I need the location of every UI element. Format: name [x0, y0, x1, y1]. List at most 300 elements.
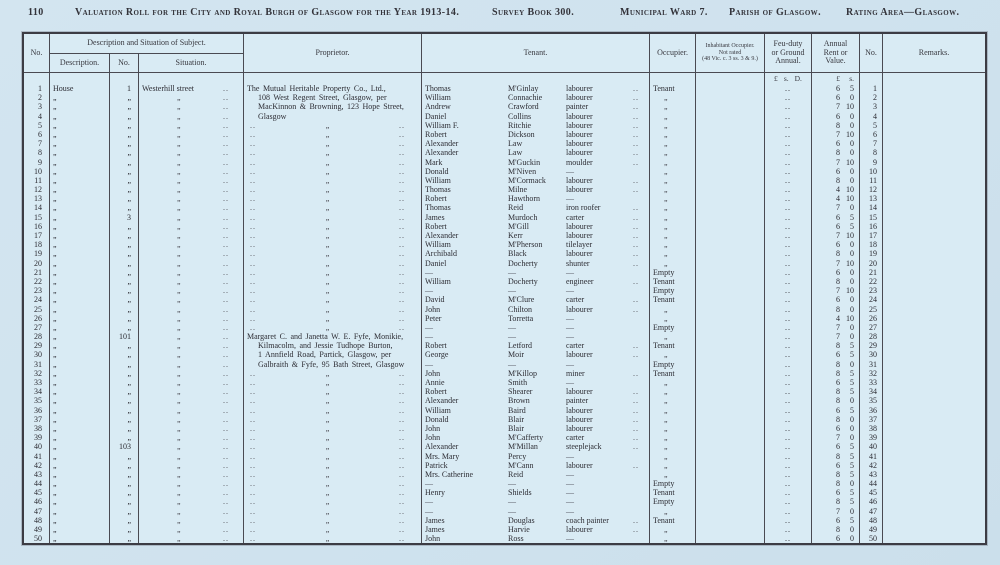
tenant-cell: [422, 461, 650, 470]
feu-duty-value: ..: [765, 332, 812, 341]
situation-value: „: [177, 515, 181, 525]
leader-dots: ..: [223, 451, 229, 461]
tenant-cell: [422, 176, 650, 185]
inhabitant-occupier-cell: [696, 507, 765, 516]
proprietor-cell: [244, 249, 422, 258]
leader-dots: ..: [250, 414, 256, 424]
rent-pounds: 7: [836, 203, 840, 213]
tenant-forename: William: [425, 93, 451, 103]
occupier-cell: [650, 277, 696, 286]
occupier-cell: [650, 240, 696, 249]
entry-number-right: 29: [860, 341, 883, 350]
inhabitant-occupier-cell: [696, 479, 765, 488]
rent-shillings: 5: [850, 405, 854, 415]
rent-pounds: 8: [836, 414, 840, 424]
occupier-cell: [650, 185, 696, 194]
situation-value: „: [177, 451, 181, 461]
situation-value: „: [177, 479, 181, 489]
tenant-occupation: —: [566, 359, 574, 369]
header-rent-line1: Annual: [823, 39, 848, 49]
rent-shillings: 0: [850, 534, 854, 544]
leader-dots: ..: [223, 148, 229, 158]
occupier-value: „: [664, 387, 668, 397]
leader-dots: ..: [250, 515, 256, 525]
inhabitant-occupier-cell: [696, 295, 765, 304]
situation-cell: [139, 442, 244, 451]
entry-number: 18: [24, 240, 50, 249]
annual-rent-cell: [812, 341, 860, 350]
rent-shillings: 0: [850, 322, 854, 332]
occupier-value: „: [664, 139, 668, 149]
situation-cell: [139, 148, 244, 157]
street-number-value: „: [110, 222, 139, 231]
street-number-value: „: [110, 387, 139, 396]
occupier-value: „: [664, 148, 668, 158]
tenant-forename: John: [425, 423, 441, 433]
leader-dots: ..: [633, 249, 639, 259]
tenant-cell: [422, 259, 650, 268]
situation-value: „: [177, 166, 181, 176]
description-value: „: [50, 387, 110, 396]
annual-rent-cell: [812, 507, 860, 516]
description-value: „: [50, 470, 110, 479]
proprietor-ditto: „: [325, 258, 330, 268]
feu-duty-value: ..: [765, 93, 812, 102]
tenant-surname: Law: [508, 139, 523, 149]
remarks-cell: [883, 323, 985, 332]
leader-dots: ..: [223, 405, 229, 415]
entry-number: 10: [24, 167, 50, 176]
occupier-cell: [650, 332, 696, 341]
feu-duty-value: ..: [765, 461, 812, 470]
situation-value: „: [177, 185, 181, 195]
leader-dots: ..: [223, 286, 229, 296]
rent-shillings: 0: [850, 240, 854, 250]
inhabitant-occupier-cell: [696, 452, 765, 461]
proprietor-cell: [244, 415, 422, 424]
proprietor-cell: [244, 479, 422, 488]
proprietor-cell: [244, 185, 422, 194]
tenant-forename: James: [425, 525, 445, 534]
street-number-value: „: [110, 360, 139, 369]
leader-dots: ..: [250, 497, 256, 507]
leader-dots: ..: [250, 148, 256, 158]
tenant-cell: [422, 415, 650, 424]
occupier-value: „: [664, 175, 668, 185]
rent-shillings: 0: [850, 93, 854, 103]
leader-dots: ..: [633, 460, 639, 470]
tenant-cell: [422, 286, 650, 295]
leader-dots: ..: [250, 129, 256, 139]
leader-dots: ..: [250, 488, 256, 498]
leader-dots: ..: [223, 368, 229, 378]
tenant-occupation: labourer: [566, 93, 593, 103]
tenant-occupation: —: [566, 534, 574, 544]
tenant-surname: Shields: [508, 488, 532, 498]
rent-shillings: 5: [850, 497, 854, 507]
street-number-value: „: [110, 277, 139, 286]
tenant-cell: [422, 350, 650, 359]
feu-duty-value: ..: [765, 534, 812, 543]
leader-dots: ..: [399, 469, 405, 479]
leader-dots: ..: [250, 506, 256, 516]
situation-value: „: [177, 148, 181, 158]
remarks-cell: [883, 516, 985, 525]
leader-dots: ..: [399, 423, 405, 433]
proprietor-cell: [244, 112, 422, 121]
leader-dots: ..: [399, 506, 405, 516]
rent-shillings: 0: [850, 148, 854, 158]
leader-dots: ..: [250, 405, 256, 415]
leader-dots: ..: [633, 231, 639, 240]
situation-cell: [139, 497, 244, 506]
occupier-cell: [650, 121, 696, 130]
table-row: [24, 488, 985, 497]
inhabitant-occupier-cell: [696, 277, 765, 286]
street-number-value: „: [110, 102, 139, 111]
description-value: „: [50, 415, 110, 424]
leader-dots: ..: [223, 240, 229, 250]
occupier-cell: [650, 112, 696, 121]
tenant-surname: Reid: [508, 203, 524, 213]
description-value: „: [50, 167, 110, 176]
rent-pounds: 8: [836, 525, 840, 534]
proprietor-ditto: „: [325, 368, 330, 378]
occupier-cell: [650, 461, 696, 470]
proprietor-ditto: „: [325, 249, 330, 259]
tenant-surname: M'Killop: [508, 368, 537, 378]
leader-dots: ..: [399, 433, 405, 443]
tenant-surname: Milne: [508, 185, 528, 195]
proprietor-ditto: „: [325, 267, 330, 277]
tenant-occupation: tilelayer: [566, 240, 593, 250]
entry-number: 33: [24, 378, 50, 387]
tenant-forename: John: [425, 368, 441, 378]
feu-pence-sign: D.: [794, 74, 802, 83]
street-number-value: „: [110, 433, 139, 442]
tenant-cell: [422, 360, 650, 369]
remarks-cell: [883, 488, 985, 497]
feu-duty-value: ..: [765, 158, 812, 167]
rent-shillings: 0: [850, 111, 854, 121]
rent-shillings: 10: [846, 258, 854, 268]
leader-dots: ..: [399, 304, 405, 314]
remarks-cell: [883, 84, 985, 93]
proprietor-cell: [244, 332, 422, 341]
annual-rent-cell: [812, 479, 860, 488]
situation-value: „: [177, 194, 181, 204]
description-value: „: [50, 130, 110, 139]
rent-shillings: 0: [850, 276, 854, 286]
description-value: House: [50, 84, 110, 93]
table-row: [24, 452, 985, 461]
annual-rent-cell: [812, 452, 860, 461]
tenant-cell: [422, 525, 650, 534]
situation-cell: [139, 167, 244, 176]
leader-dots: ..: [399, 120, 405, 130]
proprietor-cell: [244, 277, 422, 286]
occupier-cell: [650, 442, 696, 451]
annual-rent-cell: [812, 93, 860, 102]
description-value: „: [50, 148, 110, 157]
rent-shillings: 5: [850, 368, 854, 378]
description-value: „: [50, 295, 110, 304]
remarks-cell: [883, 378, 985, 387]
entry-number-right: 21: [860, 268, 883, 277]
street-number-value: „: [110, 369, 139, 378]
street-number-value: „: [110, 323, 139, 332]
proprietor-cell: [244, 350, 422, 359]
rent-shillings: 5: [850, 221, 854, 231]
tenant-cell: [422, 185, 650, 194]
situation-value: „: [177, 378, 181, 387]
remarks-cell: [883, 185, 985, 194]
occupier-value: Empty: [653, 322, 675, 332]
situation-value: „: [177, 93, 181, 103]
situation-cell: [139, 305, 244, 314]
occupier-cell: [650, 323, 696, 332]
leader-dots: ..: [223, 414, 229, 424]
table-row: [24, 121, 985, 130]
entry-number: 16: [24, 222, 50, 231]
header-feu-line3: Annual.: [775, 56, 801, 66]
leader-dots: ..: [223, 515, 229, 525]
tenant-occupation: labourer: [566, 350, 593, 360]
tenant-surname: Shearer: [508, 387, 533, 397]
rent-shillings: 0: [850, 506, 854, 516]
remarks-cell: [883, 249, 985, 258]
table-row: [24, 102, 985, 111]
remarks-cell: [883, 452, 985, 461]
feu-duty-value: ..: [765, 497, 812, 506]
description-value: „: [50, 268, 110, 277]
rent-pounds: 6: [836, 212, 840, 222]
leader-dots: [630, 314, 649, 323]
situation-value: „: [177, 231, 181, 240]
proprietor-cell: [244, 369, 422, 378]
annual-rent-cell: [812, 176, 860, 185]
proprietor-ditto: „: [325, 286, 330, 296]
entry-number: 3: [24, 102, 50, 111]
leader-dots: [630, 332, 649, 341]
occupier-cell: [650, 396, 696, 405]
situation-cell: [139, 488, 244, 497]
situation-value: „: [177, 258, 181, 268]
leader-dots: ..: [223, 423, 229, 433]
street-number-value: „: [110, 525, 139, 534]
leader-dots: ..: [223, 387, 229, 397]
proprietor-value: 108 West Regent Street, Glasgow, per: [258, 93, 387, 103]
rent-shillings: 10: [846, 157, 854, 167]
situation-value: „: [177, 525, 181, 534]
tenant-forename: Robert: [425, 387, 447, 397]
tenant-forename: Donald: [425, 414, 449, 424]
remarks-cell: [883, 415, 985, 424]
situation-value: „: [177, 240, 181, 250]
leader-dots: ..: [633, 405, 639, 415]
proprietor-cell: [244, 387, 422, 396]
tenant-surname: Douglas: [508, 515, 535, 525]
leader-dots: ..: [223, 497, 229, 507]
annual-rent-cell: [812, 516, 860, 525]
tenant-surname: Connachie: [508, 93, 543, 103]
header-feu-duty: [765, 34, 812, 72]
occupier-cell: [650, 305, 696, 314]
leader-dots: ..: [399, 451, 405, 461]
feu-shillings-sign: s.: [783, 74, 789, 83]
leader-dots: ..: [223, 506, 229, 516]
leader-dots: ..: [223, 488, 229, 498]
leader-dots: [630, 194, 649, 203]
entry-number-right: 11: [860, 176, 883, 185]
leader-dots: ..: [223, 469, 229, 479]
situation-cell: [139, 406, 244, 415]
situation-cell: [139, 203, 244, 212]
tenant-forename: Daniel: [425, 111, 447, 121]
rent-pounds: 8: [836, 148, 840, 158]
inhabitant-occupier-cell: [696, 259, 765, 268]
tenant-forename: —: [425, 359, 433, 369]
tenant-surname: Law: [508, 148, 523, 158]
leader-dots: ..: [250, 276, 256, 286]
occupier-cell: [650, 488, 696, 497]
page-top-header: [0, 7, 1000, 21]
leader-dots: ..: [250, 479, 256, 489]
proprietor-cell: [244, 286, 422, 295]
rent-shillings: 5: [850, 488, 854, 498]
table-row: [24, 516, 985, 525]
entry-number-right: 41: [860, 452, 883, 461]
entry-number-right: 39: [860, 433, 883, 442]
leader-dots: ..: [633, 258, 639, 268]
tenant-surname: Blair: [508, 423, 524, 433]
remarks-cell: [883, 305, 985, 314]
leader-dots: ..: [223, 267, 229, 277]
inhabitant-occupier-cell: [696, 240, 765, 249]
leader-dots: [630, 452, 649, 461]
proprietor-cell: [244, 240, 422, 249]
tenant-occupation: carter: [566, 341, 585, 351]
leader-dots: ..: [250, 433, 256, 443]
rent-units: [812, 73, 860, 84]
tenant-forename: Alexander: [425, 396, 459, 406]
situation-value: „: [177, 332, 181, 342]
rent-pounds: 6: [836, 442, 840, 452]
entry-number: 30: [24, 350, 50, 359]
description-value: „: [50, 314, 110, 323]
table-header: [24, 34, 985, 73]
tenant-occupation: labourer: [566, 304, 593, 314]
proprietor-ditto: „: [325, 203, 330, 213]
proprietor-ditto: „: [325, 120, 330, 130]
tenant-forename: William F.: [425, 120, 459, 130]
street-number-value: „: [110, 341, 139, 350]
tenant-occupation: shunter: [566, 258, 590, 268]
leader-dots: ..: [223, 166, 229, 176]
entry-number-right: 24: [860, 295, 883, 304]
occupier-cell: [650, 507, 696, 516]
leader-dots: ..: [399, 258, 405, 268]
situation-value: „: [177, 368, 181, 378]
table-row: [24, 93, 985, 102]
situation-value: „: [177, 506, 181, 516]
leader-dots: ..: [633, 276, 639, 286]
situation-cell: [139, 213, 244, 222]
proprietor-cell: [244, 194, 422, 203]
leader-dots: ..: [633, 203, 639, 213]
proprietor-ditto: „: [325, 166, 330, 176]
table-row: [24, 406, 985, 415]
street-number-value: „: [110, 378, 139, 387]
tenant-occupation: —: [566, 497, 574, 507]
description-value: „: [50, 194, 110, 203]
feu-duty-value: ..: [765, 121, 812, 130]
tenant-forename: —: [425, 286, 433, 296]
situation-cell: [139, 369, 244, 378]
leader-dots: ..: [633, 515, 639, 525]
tenant-cell: [422, 470, 650, 479]
tenant-occupation: —: [566, 166, 574, 176]
table-row: [24, 378, 985, 387]
proprietor-cell: [244, 378, 422, 387]
rent-pounds: 7: [836, 102, 840, 112]
inhabitant-occupier-cell: [696, 314, 765, 323]
occupier-value: „: [664, 249, 668, 259]
occupier-cell: [650, 222, 696, 231]
remarks-cell: [883, 194, 985, 203]
leader-dots: ..: [633, 368, 639, 378]
situation-cell: [139, 479, 244, 488]
occupier-value: „: [664, 414, 668, 424]
leader-dots: [630, 167, 649, 176]
description-value: „: [50, 452, 110, 461]
tenant-cell: [422, 295, 650, 304]
inhabitant-occupier-cell: [696, 167, 765, 176]
proprietor-cell: [244, 452, 422, 461]
header-proprietor: Proprietor.: [244, 34, 422, 72]
leader-dots: ..: [399, 442, 405, 452]
proprietor-cell: [244, 433, 422, 442]
rent-pounds: 8: [836, 359, 840, 369]
tenant-forename: —: [425, 506, 433, 516]
leader-dots: ..: [399, 185, 405, 195]
table-row: [24, 213, 985, 222]
tenant-cell: [422, 396, 650, 405]
rent-shillings: 0: [850, 267, 854, 277]
description-value: „: [50, 102, 110, 111]
street-number-value: „: [110, 424, 139, 433]
feu-duty-value: ..: [765, 130, 812, 139]
entry-number-right: 8: [860, 148, 883, 157]
street-number-value: „: [110, 185, 139, 194]
proprietor-ditto: „: [325, 129, 330, 139]
entry-number: 43: [24, 470, 50, 479]
proprietor-cell: [244, 84, 422, 93]
tenant-cell: [422, 121, 650, 130]
rent-shillings: 5: [850, 341, 854, 351]
entry-number-right: 44: [860, 479, 883, 488]
proprietor-value: Glasgow: [258, 111, 287, 121]
tenant-surname: M'Clure: [508, 295, 535, 305]
rent-pounds: 6: [836, 460, 840, 470]
tenant-cell: [422, 369, 650, 378]
entry-number-right: 25: [860, 305, 883, 314]
leader-dots: ..: [633, 341, 639, 351]
inhabitant-occupier-cell: [696, 176, 765, 185]
feu-duty-value: ..: [765, 525, 812, 534]
tenant-occupation: miner: [566, 368, 585, 378]
occupier-value: „: [664, 304, 668, 314]
